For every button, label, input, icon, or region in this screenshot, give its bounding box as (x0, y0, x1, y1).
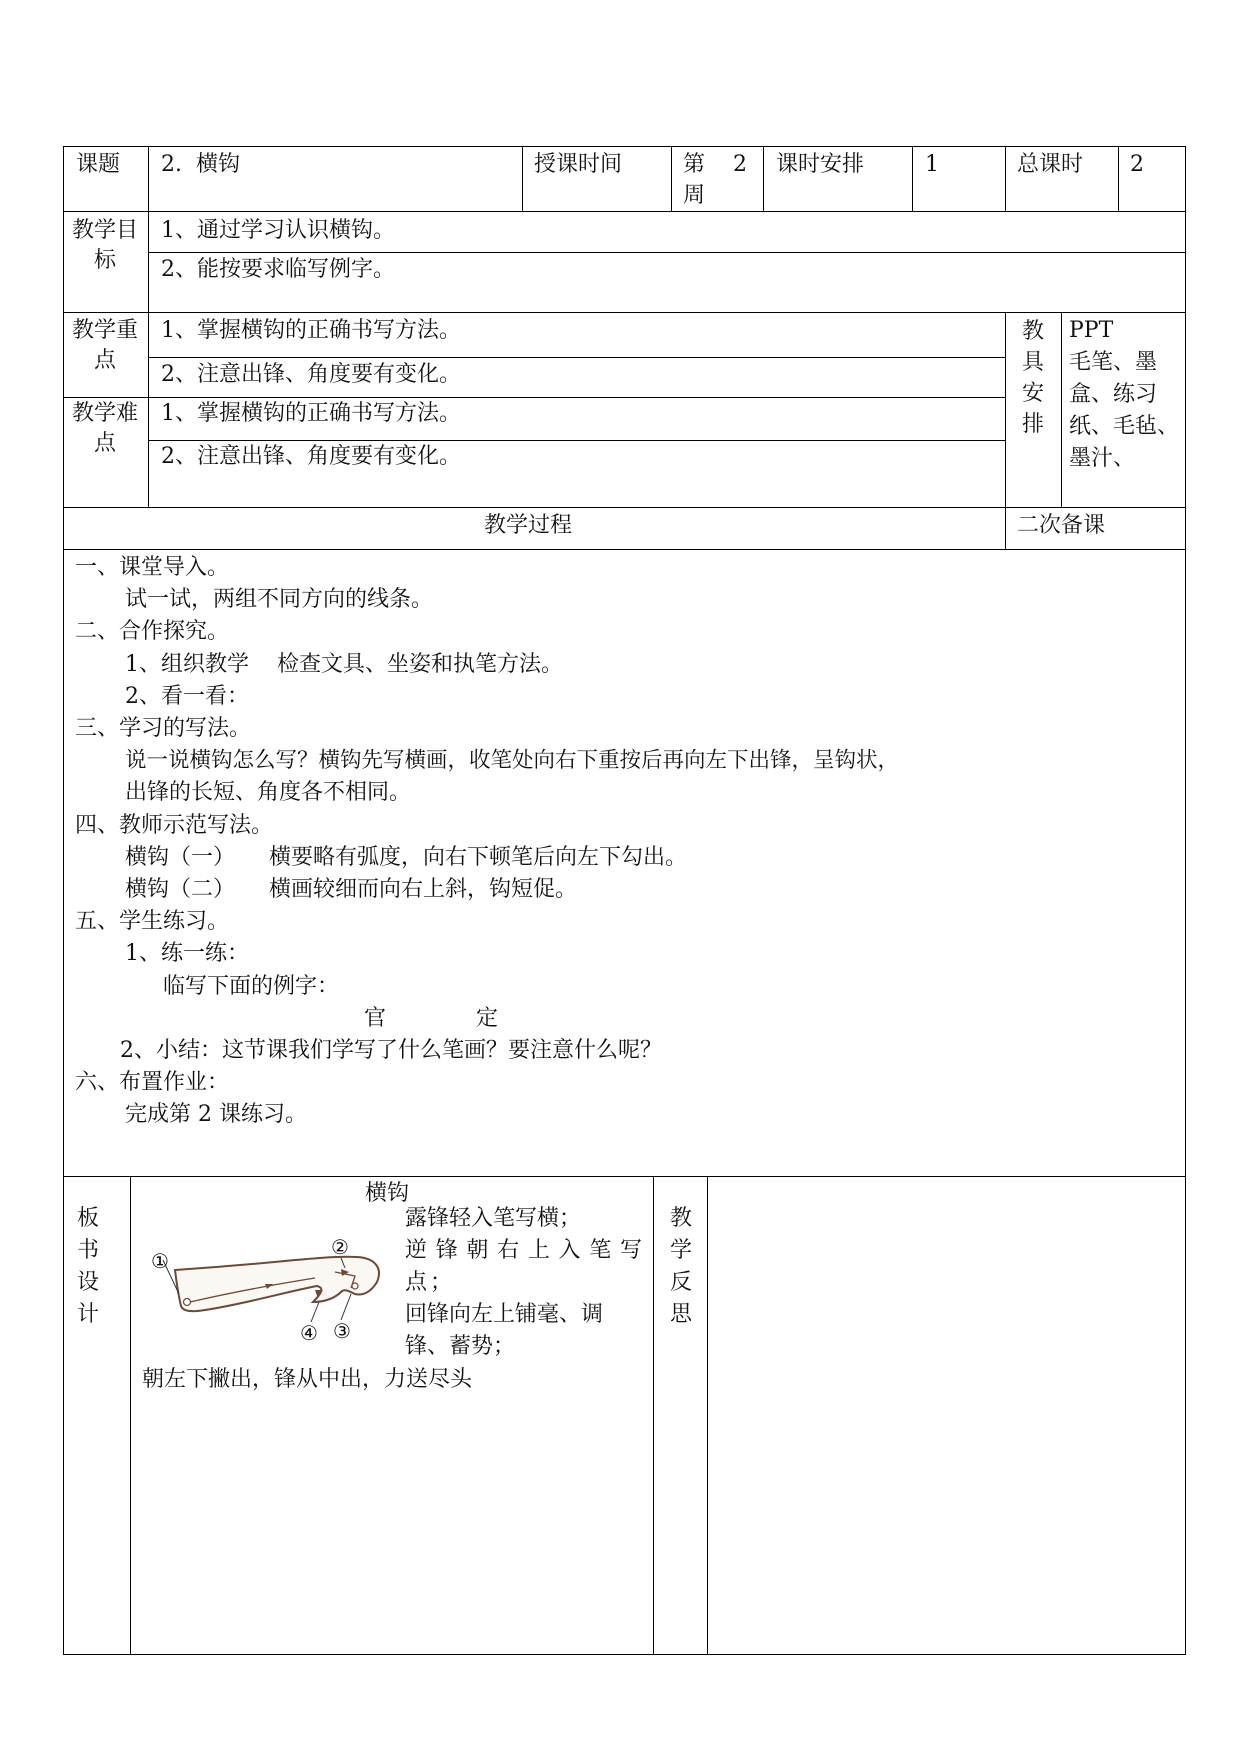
topic-label: 课题 (76, 152, 121, 177)
goal-item: 1、通过学习认识横钩。 (161, 218, 395, 243)
grid-line (63, 549, 1186, 550)
grid-line (763, 146, 764, 212)
process-line-part: 检查文具、坐姿和执笔方法。 (277, 651, 564, 677)
goal-item: 2、能按要求临写例字。 (161, 257, 395, 282)
process-line: 五、学生练习。 (75, 909, 230, 935)
topic-value: 2. 横钩 (161, 152, 240, 177)
grid-line (63, 1654, 1186, 1655)
key-point-item: 1、掌握横钩的正确书写方法。 (161, 318, 461, 343)
grid-line (148, 146, 149, 212)
grid-line (148, 357, 1006, 358)
grid-line (1185, 146, 1186, 1655)
key-points-label: 教学重点 (72, 318, 139, 373)
process-line: 临写下面的例字： (163, 973, 340, 999)
grid-line (653, 1176, 654, 1655)
reflection-label: 教学反思 (669, 1206, 692, 1327)
schedule-value: 1 (925, 152, 939, 177)
process-line (75, 874, 1005, 906)
example-characters (75, 1003, 1005, 1035)
second-prep-header: 二次备课 (1017, 513, 1106, 538)
week-prefix: 第 (683, 152, 706, 177)
heng-gou-stroke-diagram (145, 1232, 405, 1352)
process-line-part: 横钩（一） (125, 844, 236, 870)
tools-ppt: PPT (1069, 318, 1114, 343)
grid-line (1005, 146, 1006, 212)
tools-label: 教具安排 (1021, 319, 1044, 437)
process-line: 一、课堂导入。 (75, 555, 230, 580)
grid-line (1118, 146, 1119, 212)
week-suffix: 周 (683, 183, 706, 208)
process-line: 1、练一练： (125, 941, 249, 967)
grid-line (707, 1176, 708, 1655)
process-line (75, 649, 1005, 681)
stroke-mark-2: ② (331, 1235, 349, 1259)
process-line: 四、教师示范写法。 (75, 812, 274, 838)
process-line: 三、学习的写法。 (75, 716, 252, 742)
grid-line (148, 252, 1186, 253)
example-char: 官 (364, 1005, 387, 1031)
difficulty-item: 1、掌握横钩的正确书写方法。 (161, 401, 461, 426)
process-line-part: 横要略有弧度，向右下顿笔后向左下勾出。 (269, 844, 688, 870)
tools-list: 毛笔、墨盒、练习纸、毛毡、墨汁、 (1069, 350, 1180, 471)
process-line: 试一试，两组不同方向的线条。 (125, 587, 434, 613)
process-line: 2、看一看： (125, 683, 249, 709)
grid-line (912, 146, 913, 212)
process-line (75, 842, 1005, 874)
process-line: 说一说横钩怎么写？横钩先写横画，收笔处向右下重按后再向左下出锋，呈钩状， (125, 748, 900, 774)
goals-label: 教学目标 (72, 218, 139, 273)
stroke-point (184, 1299, 191, 1306)
board-step: 露锋轻入笔写横； (405, 1206, 582, 1231)
grid-line (671, 146, 672, 212)
grid-line (148, 211, 149, 508)
stroke-point (352, 1283, 358, 1289)
difficulties-label: 教学难点 (72, 401, 139, 456)
example-char: 定 (476, 1005, 499, 1031)
difficulty-item: 2、注意出锋、角度要有变化。 (161, 444, 461, 469)
grid-line (63, 507, 1186, 508)
process-line: 六、布置作业： (75, 1070, 230, 1096)
grid-line (63, 146, 1186, 147)
board-step: 朝左下撇出，锋从中出，力送尽头 (142, 1367, 473, 1392)
process-line: 二、合作探究。 (75, 619, 230, 645)
key-point-item: 2、注意出锋、角度要有变化。 (161, 362, 461, 387)
grid-line (1061, 312, 1062, 508)
grid-line (63, 146, 64, 1655)
process-line-part: 1、组织教学 (125, 651, 249, 677)
process-line: 完成第 2 课练习。 (125, 1102, 307, 1128)
board-title: 横钩 (365, 1181, 410, 1206)
grid-line (63, 1176, 1186, 1177)
process-line-part: 横画较细而向右上斜，钩短促。 (269, 877, 578, 903)
stroke-mark-3: ③ (333, 1319, 351, 1343)
grid-line (130, 1176, 131, 1655)
grid-line (522, 146, 523, 212)
grid-line (63, 211, 1186, 212)
process-line: 出锋的长短、角度各不相同。 (125, 780, 412, 806)
stroke-mark-1: ① (151, 1249, 169, 1273)
board-step: 逆锋朝右上入笔写点； (405, 1238, 645, 1295)
board-step: 回锋向左上铺毫、调锋、蓄势； (405, 1302, 604, 1359)
process-header: 教学过程 (484, 513, 573, 538)
stroke-mark-4: ④ (300, 1321, 318, 1345)
grid-line (63, 397, 1006, 398)
grid-line (63, 312, 1186, 313)
week-number: 2 (733, 152, 747, 177)
time-label: 授课时间 (534, 152, 623, 177)
total-value: 2 (1130, 152, 1144, 177)
grid-line (1005, 312, 1006, 550)
schedule-label: 课时安排 (776, 152, 865, 177)
board-label: 板书设计 (76, 1206, 99, 1327)
total-label: 总课时 (1017, 152, 1084, 177)
process-body (75, 552, 1005, 1132)
grid-line (148, 440, 1006, 441)
process-line: 2、小结：这节课我们学写了什么笔画？要注意什么呢？ (120, 1038, 662, 1064)
process-line-part: 横钩（二） (125, 877, 236, 903)
